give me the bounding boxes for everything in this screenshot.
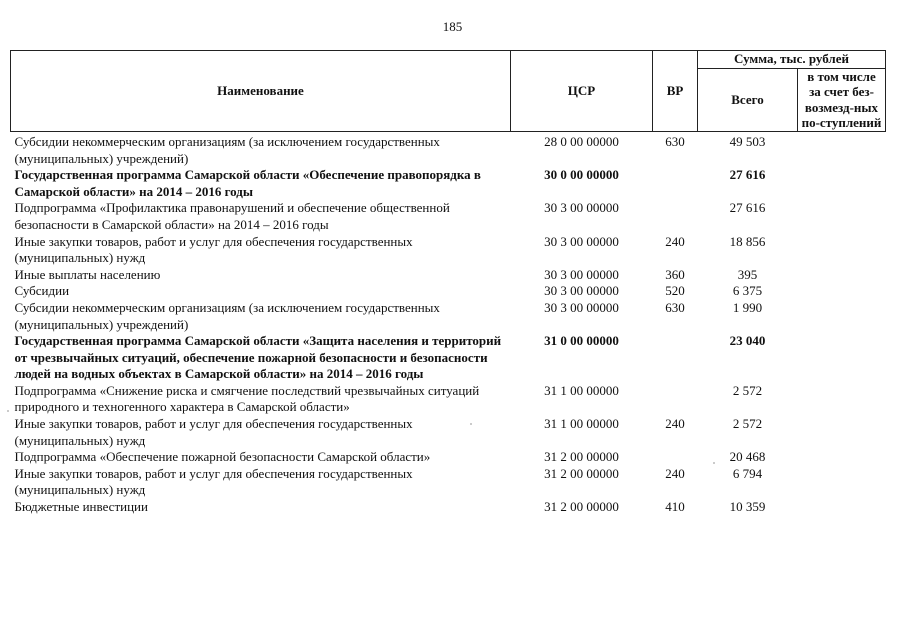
row-csr: 30 3 00 00000: [544, 283, 619, 299]
table-row: [11, 383, 886, 416]
table-row: [11, 131, 886, 167]
row-csr: 31 2 00 00000: [544, 499, 619, 515]
budget-table: [10, 50, 886, 516]
row-vr: [653, 333, 698, 383]
row-gratuitous: [798, 234, 886, 267]
row-csr: 30 3 00 00000: [544, 200, 619, 216]
scan-speck: [713, 462, 715, 464]
row-gratuitous: [798, 200, 886, 233]
row-csr: 31 0 00 00000: [544, 333, 619, 349]
row-vr: 360: [665, 266, 685, 282]
row-total: 10 359: [729, 499, 766, 515]
table-body: [11, 131, 886, 515]
row-gratuitous: [798, 466, 886, 499]
row-csr: 30 0 00 00000: [544, 167, 619, 183]
table-row: [11, 200, 886, 233]
table-row: [11, 167, 886, 200]
row-csr: 31 1 00 00000: [544, 416, 619, 432]
row-csr: 30 3 00 00000: [544, 299, 619, 315]
row-name: Субсидии некоммерческим организациям (за исключением государственных (муниципальных) учреждений): [14, 133, 440, 166]
row-gratuitous: [798, 449, 886, 466]
row-vr: 520: [665, 283, 685, 299]
row-total: 1 990: [732, 299, 763, 315]
row-name: Иные закупки товаров, работ и услуг для обеспечения государственных (муниципальных) нужд: [14, 233, 413, 266]
row-name: Государственная программа Самарской области «Обеспечение правопорядка в Самарской области» на 2014 – 2016 годы: [14, 167, 481, 199]
scan-speck: [470, 423, 472, 425]
row-csr: 31 2 00 00000: [544, 465, 619, 481]
row-name: Государственная программа Самарской области «Защита населения и территорий от чрезвычайных ситуаций, обеспечение пожарной безопасности и безопасности людей на водных объектах в Самарской области» на 2014 – 2016 годы: [14, 333, 502, 382]
header-csr: ЦСР: [511, 51, 653, 132]
row-csr: 31 1 00 00000: [544, 382, 619, 398]
row-vr: [653, 167, 698, 200]
page-number: 185: [442, 19, 463, 34]
row-name: Подпрограмма «Профилактика правонарушений и обеспечение общественной безопасности в Самарской области» на 2014 – 2016 годы: [14, 200, 450, 232]
table-row: [11, 333, 886, 383]
header-sum: Сумма, тыс. рублей: [698, 51, 886, 69]
table-row: [11, 267, 886, 284]
header-name: Наименование: [11, 51, 511, 132]
table-row: [11, 499, 886, 516]
table-row: [11, 234, 886, 267]
row-vr: 630: [665, 299, 685, 315]
row-gratuitous: [798, 383, 886, 416]
row-vr: 240: [665, 233, 685, 249]
row-gratuitous: [798, 416, 886, 449]
row-name: Иные закупки товаров, работ и услуг для обеспечения государственных (муниципальных) нужд: [14, 416, 413, 448]
row-csr: 30 3 00 00000: [544, 233, 619, 249]
row-vr: [653, 200, 698, 233]
row-csr: 30 3 00 00000: [544, 266, 619, 282]
row-gratuitous: [798, 131, 886, 167]
row-name: Подпрограмма «Снижение риска и смягчение последствий чрезвычайных ситуаций природного и техногенного характера в Самарской области»: [14, 382, 480, 415]
row-total: 6 375: [732, 283, 763, 299]
row-gratuitous: [798, 333, 886, 383]
row-gratuitous: [798, 167, 886, 200]
row-total: 27 616: [729, 167, 766, 183]
table-row: [11, 283, 886, 300]
scan-speck: [7, 410, 9, 412]
row-total: 2 572: [732, 382, 763, 398]
row-vr: 240: [665, 465, 685, 481]
row-total: 23 040: [729, 333, 766, 349]
row-vr: 410: [665, 499, 685, 515]
row-total: 20 468: [729, 449, 766, 465]
row-name: Бюджетные инвестиции: [14, 499, 148, 515]
table-row: [11, 300, 886, 333]
row-name: Субсидии: [14, 283, 70, 299]
row-vr: 630: [665, 133, 685, 149]
table-row: [11, 416, 886, 449]
table-row: [11, 466, 886, 499]
row-name: Иные выплаты населению: [14, 266, 161, 282]
row-total: 2 572: [732, 416, 763, 432]
row-total: 27 616: [729, 200, 766, 216]
row-gratuitous: [798, 300, 886, 333]
row-name: Субсидии некоммерческим организациям (за исключением государственных (муниципальных) учреждений): [14, 299, 440, 332]
row-gratuitous: [798, 283, 886, 300]
row-name: Иные закупки товаров, работ и услуг для обеспечения государственных (муниципальных) нужд: [14, 465, 413, 498]
row-total: 49 503: [729, 133, 766, 149]
row-vr: 240: [665, 416, 685, 432]
table-row: [11, 449, 886, 466]
row-gratuitous: [798, 499, 886, 516]
header-vr: ВР: [653, 51, 698, 132]
row-name: Подпрограмма «Обеспечение пожарной безопасности Самарской области»: [14, 449, 431, 465]
row-csr: 31 2 00 00000: [544, 449, 619, 465]
row-total: 18 856: [729, 233, 766, 249]
table-header: [11, 51, 886, 132]
row-total: 6 794: [732, 465, 763, 481]
row-gratuitous: [798, 267, 886, 284]
header-gratuitous: в том числе за счет без-возмезд-ных по-ступлений: [798, 68, 886, 131]
header-total: Всего: [698, 68, 798, 131]
row-vr: [653, 383, 698, 416]
row-vr: [653, 449, 698, 466]
row-total: 395: [737, 266, 758, 282]
row-csr: 28 0 00 00000: [544, 133, 619, 149]
